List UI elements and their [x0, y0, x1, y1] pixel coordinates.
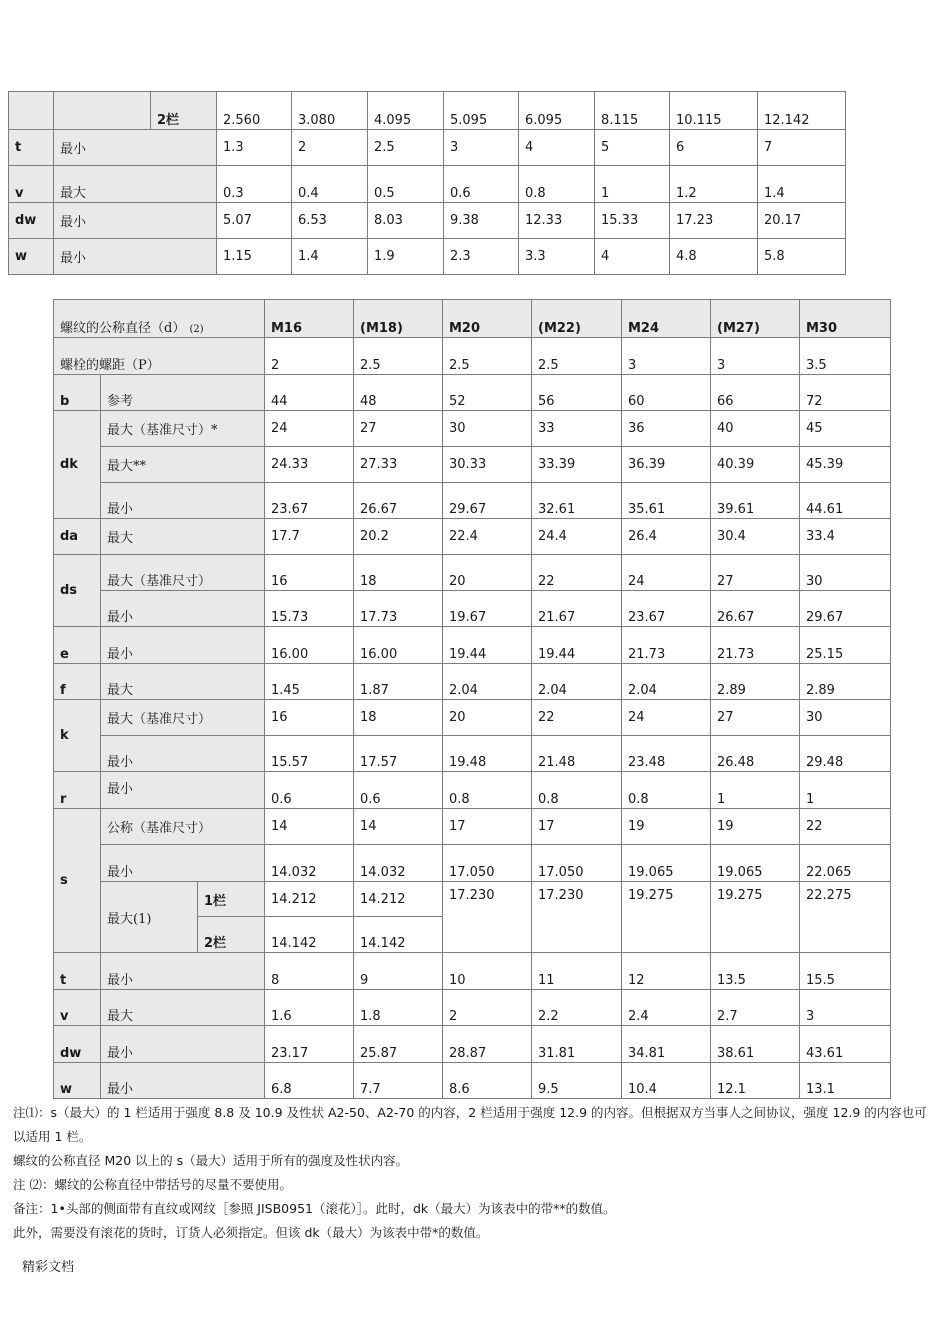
row-symbol: s — [54, 809, 101, 953]
cell: 30 — [800, 555, 891, 591]
table-row — [54, 519, 891, 555]
table-row — [54, 627, 891, 664]
cell: 19.065 — [622, 845, 711, 882]
cell: 3 — [444, 130, 519, 166]
cell: 2.89 — [711, 664, 800, 700]
cell: 31.81 — [532, 1026, 622, 1063]
row-desc: 最大 — [101, 664, 265, 700]
cell: 36 — [622, 411, 711, 447]
row-symbol: da — [54, 519, 101, 555]
cell: 20.17 — [758, 203, 846, 239]
row-desc: 最小 — [101, 845, 265, 882]
cell: 20.2 — [354, 519, 443, 555]
cell: 0.8 — [622, 772, 711, 809]
row-desc: 最大 — [101, 990, 265, 1026]
cell: 20 — [443, 555, 532, 591]
cell: 22.4 — [443, 519, 532, 555]
cell: 21.73 — [711, 627, 800, 664]
cell: 14 — [265, 809, 354, 845]
cell: 2.560 — [217, 92, 292, 130]
cell: 26.67 — [711, 591, 800, 627]
cell: 0.5 — [368, 166, 444, 203]
cell: 2.4 — [622, 990, 711, 1026]
row-symbol: k — [54, 700, 101, 772]
cell: 1.8 — [354, 990, 443, 1026]
cell: 2.5 — [532, 338, 622, 375]
cell: 22.275 — [800, 882, 891, 953]
size-header: M30 — [800, 300, 891, 338]
cell: 7.7 — [354, 1063, 443, 1099]
cell: 0.8 — [532, 772, 622, 809]
cell: 0.3 — [217, 166, 292, 203]
top-partial-table — [8, 91, 846, 275]
cell: 14.212 — [354, 882, 443, 917]
cell: 23.48 — [622, 736, 711, 772]
table-header-row — [54, 300, 891, 338]
cell: 16 — [265, 700, 354, 736]
size-header: (M22) — [532, 300, 622, 338]
cell: 2.04 — [622, 664, 711, 700]
cell: 44 — [265, 375, 354, 411]
row-desc: 最小 — [101, 591, 265, 627]
row-desc: 最小 — [101, 736, 265, 772]
cell: 1.87 — [354, 664, 443, 700]
cell: 6.8 — [265, 1063, 354, 1099]
cell: 9.5 — [532, 1063, 622, 1099]
header-label: 螺纹的公称直径（d） (2) — [54, 300, 265, 338]
cell: 3 — [711, 338, 800, 375]
cell: 1 — [800, 772, 891, 809]
cell: 30 — [443, 411, 532, 447]
cell: 25.87 — [354, 1026, 443, 1063]
table-row — [54, 591, 891, 627]
pitch-label: 螺栓的螺距（P） — [54, 338, 265, 375]
cell: 9.38 — [444, 203, 519, 239]
cell: 19.48 — [443, 736, 532, 772]
cell: 4 — [595, 239, 670, 275]
cell: 33.4 — [800, 519, 891, 555]
cell: 23.17 — [265, 1026, 354, 1063]
cell: 19.275 — [622, 882, 711, 953]
row-desc: 最小 — [54, 203, 217, 239]
cell: 23.67 — [622, 591, 711, 627]
cell: 24 — [265, 411, 354, 447]
table-row — [54, 882, 891, 917]
cell: 14.142 — [354, 917, 443, 953]
cell: 6.53 — [292, 203, 368, 239]
cell: 12.1 — [711, 1063, 800, 1099]
cell: 27 — [711, 555, 800, 591]
cell: 19.44 — [443, 627, 532, 664]
cell: 2.2 — [532, 990, 622, 1026]
cell: 14.032 — [354, 845, 443, 882]
cell: 33.39 — [532, 447, 622, 483]
cell: 5 — [595, 130, 670, 166]
cell: 24 — [622, 555, 711, 591]
row-desc: 最大 — [54, 166, 217, 203]
lan2-label: 2栏 — [157, 113, 180, 128]
cell: 16.00 — [265, 627, 354, 664]
cell: 38.61 — [711, 1026, 800, 1063]
table-row — [54, 375, 891, 411]
cell: 1.4 — [758, 166, 846, 203]
table-row — [54, 555, 891, 591]
cell: 19 — [711, 809, 800, 845]
cell: 1.4 — [292, 239, 368, 275]
cell: 13.5 — [711, 953, 800, 990]
cell: 1.3 — [217, 130, 292, 166]
cell: 35.61 — [622, 483, 711, 519]
cell: 1.6 — [265, 990, 354, 1026]
cell: 26.48 — [711, 736, 800, 772]
cell: 43.61 — [800, 1026, 891, 1063]
cell: 17.73 — [354, 591, 443, 627]
row-desc: 最小 — [101, 1026, 265, 1063]
cell: 24.4 — [532, 519, 622, 555]
cell: 2.5 — [354, 338, 443, 375]
cell: 45.39 — [800, 447, 891, 483]
cell: 24.33 — [265, 447, 354, 483]
table-row — [54, 845, 891, 882]
row-desc: 最大（基准尺寸）* — [101, 411, 265, 447]
row-desc: 最小 — [101, 772, 265, 809]
cell: 23.67 — [265, 483, 354, 519]
table-row — [54, 1026, 891, 1063]
row-symbol: e — [54, 627, 101, 664]
row-desc: 最大（基准尺寸） — [101, 700, 265, 736]
cell: 14 — [354, 809, 443, 845]
cell: 28.87 — [443, 1026, 532, 1063]
cell: 15.33 — [595, 203, 670, 239]
cell: 29.67 — [800, 591, 891, 627]
row-symbol: b — [54, 375, 101, 411]
cell: 2.3 — [444, 239, 519, 275]
cell: 1.15 — [217, 239, 292, 275]
cell: 2.04 — [443, 664, 532, 700]
row-desc: 最小 — [54, 130, 217, 166]
cell: 4.095 — [368, 92, 444, 130]
table-row — [9, 203, 846, 239]
cell: 40.39 — [711, 447, 800, 483]
cell: 3.080 — [292, 92, 368, 130]
row-symbol: dk — [54, 411, 101, 519]
row-desc: 最小 — [101, 483, 265, 519]
cell: 20 — [443, 700, 532, 736]
cell: 19.065 — [711, 845, 800, 882]
cell: 19.67 — [443, 591, 532, 627]
cell: 30.4 — [711, 519, 800, 555]
bolt-dimension-table — [53, 299, 891, 1099]
table-row — [54, 411, 891, 447]
row-symbol: dw — [9, 203, 54, 239]
cell: 21.73 — [622, 627, 711, 664]
cell: 8.03 — [368, 203, 444, 239]
cell: 4.8 — [670, 239, 758, 275]
cell: 3.3 — [519, 239, 595, 275]
cell: 17 — [443, 809, 532, 845]
cell: 5.07 — [217, 203, 292, 239]
table-row — [54, 953, 891, 990]
cell: 4 — [519, 130, 595, 166]
cell: 44.61 — [800, 483, 891, 519]
cell: 29.48 — [800, 736, 891, 772]
cell: 39.61 — [711, 483, 800, 519]
note-5: 此外，需要没有滚花的货时，订货人必须指定。但该 dk（最大）为该表中带*的数值。 — [13, 1225, 489, 1240]
size-header: M20 — [443, 300, 532, 338]
size-header: (M18) — [354, 300, 443, 338]
cell: 72 — [800, 375, 891, 411]
cell: 19 — [622, 809, 711, 845]
table-row — [54, 483, 891, 519]
size-header: M16 — [265, 300, 354, 338]
cell: 1.2 — [670, 166, 758, 203]
cell: 27 — [711, 700, 800, 736]
cell: 8.115 — [595, 92, 670, 130]
cell: 25.15 — [800, 627, 891, 664]
cell: 2 — [265, 338, 354, 375]
cell: 17.050 — [532, 845, 622, 882]
cell: 16.00 — [354, 627, 443, 664]
cell: 15.57 — [265, 736, 354, 772]
cell: 3 — [800, 990, 891, 1026]
table-row — [54, 664, 891, 700]
cell: 8.6 — [443, 1063, 532, 1099]
cell: 24 — [622, 700, 711, 736]
cell: 22.065 — [800, 845, 891, 882]
cell: 17.23 — [670, 203, 758, 239]
row-desc: 最小 — [101, 953, 265, 990]
row-symbol: w — [9, 239, 54, 275]
cell: 18 — [354, 700, 443, 736]
cell: 2 — [443, 990, 532, 1026]
cell: 5.095 — [444, 92, 519, 130]
cell: 8 — [265, 953, 354, 990]
cell: 3 — [622, 338, 711, 375]
cell: 30 — [800, 700, 891, 736]
cell: 14.142 — [265, 917, 354, 953]
cell: 1.9 — [368, 239, 444, 275]
cell: 16 — [265, 555, 354, 591]
cell: 12 — [622, 953, 711, 990]
notes-section — [13, 1101, 938, 1245]
cell: 21.48 — [532, 736, 622, 772]
cell: 32.61 — [532, 483, 622, 519]
cell: 13.1 — [800, 1063, 891, 1099]
table-row — [9, 239, 846, 275]
cell: 11 — [532, 953, 622, 990]
cell: 0.6 — [354, 772, 443, 809]
cell: 27 — [354, 411, 443, 447]
cell: 5.8 — [758, 239, 846, 275]
cell: 21.67 — [532, 591, 622, 627]
note-1: 注⑴：s（最大）的 1 栏适用于强度 8.8 及 10.9 及性状 A2-50、A2-70 的内容，2 栏适用于强度 12.9 的内容。但根据双方当事人之间协议，强度 12.9 的内容也可以适用 1 栏。 — [13, 1105, 927, 1144]
row-desc: 最大(1) — [101, 882, 198, 953]
cell: 29.67 — [443, 483, 532, 519]
cell: 45 — [800, 411, 891, 447]
row-desc: 最大** — [101, 447, 265, 483]
cell: 17.230 — [532, 882, 622, 953]
lan2-label: 2栏 — [198, 917, 265, 953]
cell: 26.67 — [354, 483, 443, 519]
table-row — [9, 92, 846, 130]
row-symbol: f — [54, 664, 101, 700]
cell: 1.45 — [265, 664, 354, 700]
cell: 0.4 — [292, 166, 368, 203]
table-row — [54, 447, 891, 483]
cell: 48 — [354, 375, 443, 411]
cell: 3.5 — [800, 338, 891, 375]
cell: 36.39 — [622, 447, 711, 483]
row-desc: 最大（基准尺寸） — [101, 555, 265, 591]
row-desc: 最大 — [101, 519, 265, 555]
cell: 2.5 — [443, 338, 532, 375]
cell: 56 — [532, 375, 622, 411]
cell: 17.57 — [354, 736, 443, 772]
cell: 19.275 — [711, 882, 800, 953]
cell: 26.4 — [622, 519, 711, 555]
cell: 10.115 — [670, 92, 758, 130]
cell: 2.04 — [532, 664, 622, 700]
cell: 14.212 — [265, 882, 354, 917]
row-symbol: dw — [54, 1026, 101, 1063]
row-desc: 最小 — [54, 239, 217, 275]
footer-text: 精彩文档 — [22, 1260, 75, 1275]
cell: 60 — [622, 375, 711, 411]
size-header: M24 — [622, 300, 711, 338]
row-symbol: t — [54, 953, 101, 990]
table-row — [54, 990, 891, 1026]
cell: 0.8 — [519, 166, 595, 203]
cell: 1 — [711, 772, 800, 809]
cell: 33 — [532, 411, 622, 447]
row-desc: 最小 — [101, 1063, 265, 1099]
note-4: 备注：1•头部的侧面带有直纹或网纹［参照 JISB0951（滚花）］。此时，dk（最大）为该表中的带**的数值。 — [13, 1201, 616, 1216]
table-row — [9, 166, 846, 203]
table-row — [9, 130, 846, 166]
row-desc: 最小 — [101, 627, 265, 664]
row-symbol: v — [54, 990, 101, 1026]
note-3: 注 ⑵：螺纹的公称直径中带括号的尽量不要使用。 — [13, 1177, 292, 1192]
cell: 12.142 — [758, 92, 846, 130]
row-desc: 参考 — [101, 375, 265, 411]
cell: 17.7 — [265, 519, 354, 555]
table-row — [54, 338, 891, 375]
cell: 17.050 — [443, 845, 532, 882]
table-row — [54, 809, 891, 845]
cell: 2.7 — [711, 990, 800, 1026]
cell: 10.4 — [622, 1063, 711, 1099]
cell: 22 — [532, 555, 622, 591]
cell: 18 — [354, 555, 443, 591]
cell: 2.5 — [368, 130, 444, 166]
lan1-label: 1栏 — [198, 882, 265, 917]
cell: 6.095 — [519, 92, 595, 130]
cell: 0.6 — [265, 772, 354, 809]
cell: 17 — [532, 809, 622, 845]
cell: 2.89 — [800, 664, 891, 700]
cell: 2 — [292, 130, 368, 166]
cell: 9 — [354, 953, 443, 990]
cell: 22 — [800, 809, 891, 845]
row-symbol: v — [9, 166, 54, 203]
cell: 15.5 — [800, 953, 891, 990]
note-2: 螺纹的公称直径 M20 以上的 s（最大）适用于所有的强度及性状内容。 — [13, 1153, 409, 1168]
table-row — [54, 1063, 891, 1099]
cell: 14.032 — [265, 845, 354, 882]
cell: 1 — [595, 166, 670, 203]
row-desc: 公称（基准尺寸） — [101, 809, 265, 845]
row-symbol: w — [54, 1063, 101, 1099]
table-row — [54, 772, 891, 809]
cell: 19.44 — [532, 627, 622, 664]
cell: 10 — [443, 953, 532, 990]
row-symbol: r — [54, 772, 101, 809]
cell: 34.81 — [622, 1026, 711, 1063]
cell: 66 — [711, 375, 800, 411]
cell: 52 — [443, 375, 532, 411]
row-symbol: ds — [54, 555, 101, 627]
size-header: (M27) — [711, 300, 800, 338]
cell: 30.33 — [443, 447, 532, 483]
cell: 22 — [532, 700, 622, 736]
cell: 0.8 — [443, 772, 532, 809]
table-row — [54, 700, 891, 736]
cell: 27.33 — [354, 447, 443, 483]
cell: 0.6 — [444, 166, 519, 203]
table-row — [54, 736, 891, 772]
cell: 17.230 — [443, 882, 532, 953]
cell: 40 — [711, 411, 800, 447]
cell: 6 — [670, 130, 758, 166]
cell: 15.73 — [265, 591, 354, 627]
cell: 7 — [758, 130, 846, 166]
row-symbol: t — [9, 130, 54, 166]
cell: 12.33 — [519, 203, 595, 239]
